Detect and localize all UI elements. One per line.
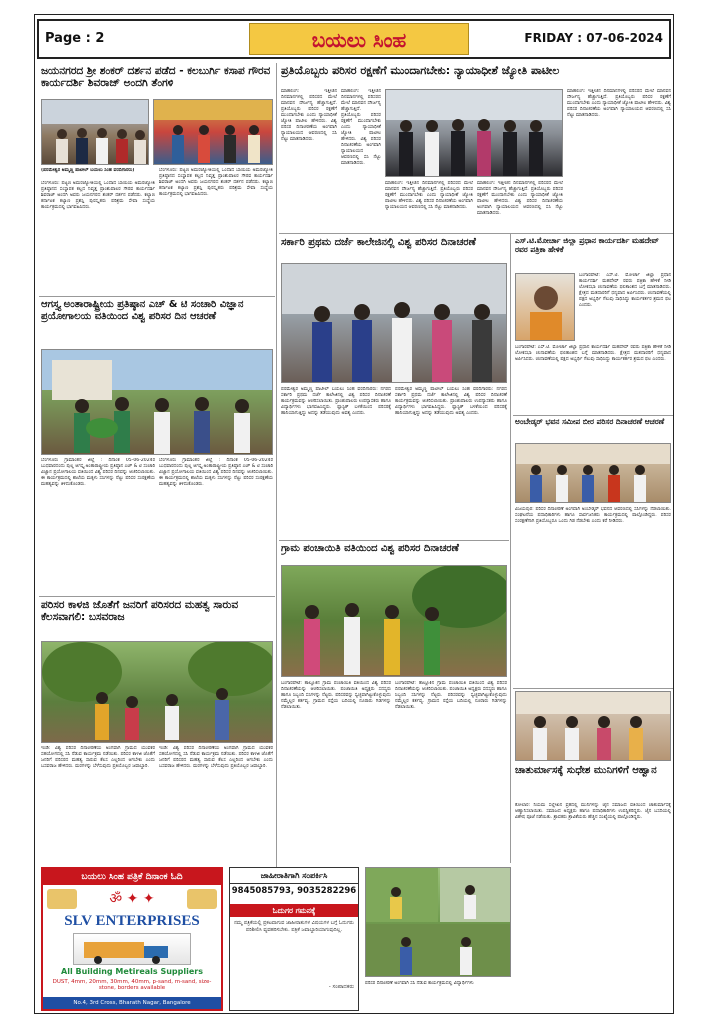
article-headline: ಆಗಸ್ತ್ಯ ಅಂತಾರಾಷ್ಟ್ರೀಯ ಪ್ರತಿಷ್ಠಾನ ಎಚ್ & ಟಿ ಸಂಚಾರಿ ವಿಜ್ಞಾನ ಪ್ರಯೋಗಾಲಯ ವತಿಯಿಂದ ವಿಶ್ವ ಪರಿಸರ ದಿನ ಆಚರಣೆ bbox=[41, 299, 244, 322]
children-planting-photo-illustration bbox=[42, 642, 273, 743]
newspaper-page bbox=[34, 14, 674, 1014]
ad-details: DUST, 4mm, 20mm, 30mm, 40mm, p-sand, m-sand, size-stone, borders available bbox=[52, 979, 212, 991]
article-body-continued: ಬಂಗಾರಪೇಟೆ: ತಾಲ್ಲೂಕಿನ ಗ್ರಾಮ ಪಂಚಾಯಿತಿ ವತಿಯಿಂದ ವಿಶ್ವ ಪರಿಸರ ದಿನಾಚರಣೆಯನ್ನು ಆಚರಿಸಲಾಯಿತು. ಪಂಚಾಯಿತಿ ಅಧ್ಯಕ್ಷರು ಸದಸ್ಯರು ಹಾಗೂ ಸಿಬ್ಬಂದಿ ಸಸಿಗಳನ್ನು ನೆಟ್ಟರು. ಪರಿಸರವನ್ನು ಸ್ವಚ್ಛವಾಗಿಟ್ಟುಕೊಳ್ಳುವುದು ನಮ್ಮೆಲ್ಲರ ಕರ್ತವ್ಯ. ಗ್ರಾಮದ ರಸ್ತೆಯ ಬದಿಯಲ್ಲಿ ನೂರಾರು ಗಿಡಗಳನ್ನು ನೆಡಲಾಯಿತು. bbox=[395, 681, 507, 710]
stage-photo-illustration bbox=[154, 100, 273, 165]
students-planting-collage-illustration bbox=[366, 868, 511, 977]
article-body: ಪರಮೇಶ್ವರ ಅಮ್ಮಣ್ಣ ಪಾಟೀಲ್ ಬಯಲು ಸಿಂಹ ವರದಿಗಾರರು: ನಗರದ ಸರ್ಕಾರಿ ಪ್ರಥಮ ದರ್ಜೆ ಕಾಲೇಜಿನಲ್ಲಿ ವಿಶ್ವ ಪರಿಸರ ದಿನಾಚರಣೆ ಕಾರ್ಯಕ್ರಮವನ್ನು ಆಚರಿಸಲಾಯಿತು. ಪ್ರಾಂಶುಪಾಲರು ಉಪನ್ಯಾಸಕರು ಹಾಗೂ ವಿದ್ಯಾರ್ಥಿಗಳು ಭಾಗವಹಿಸಿದ್ದರು. ಪ್ಲಾಸ್ಟಿಕ್ ಬಳಕೆಯಿಂದ ಪರಿಸರಕ್ಕೆ ಹಾನಿಯಾಗುತ್ತಿದ್ದು ಅದನ್ನು ತಡೆಯುವುದು ಅವಶ್ಯ ಎಂದರು. bbox=[281, 387, 391, 416]
section-divider bbox=[513, 415, 673, 416]
om-symbol-icon: ॐ ✦ ✦ bbox=[109, 891, 155, 907]
article-headline: ಅಂಬೇಡ್ಕರ್ ಭವನ ಸಮೀಪ ಬೀರ ಪರಿಸರ ದಿನಾಚರಣೆ ಆಚರಣೆ bbox=[515, 418, 665, 426]
ad-phone-numbers: 9845085793, 9035282296 bbox=[231, 886, 357, 896]
person-portrait-illustration bbox=[516, 274, 575, 341]
article-body: ವಿಜಯಪುರ: ಪರಿಸರ ದಿನಾಚರಣೆ ಅಂಗವಾಗಿ ಅಂಬೇಡ್ಕರ್ ಭವನದ ಆವರಣದಲ್ಲಿ ಸಸಿಗಳನ್ನು ನೆಡಲಾಯಿತು. ಸಂಘಟನೆಯ ಪದಾಧಿಕಾರಿಗಳು ಹಾಗೂ ಸಾರ್ವಜನಿಕರು ಕಾರ್ಯಕ್ರಮದಲ್ಲಿ ಪಾಲ್ಗೊಂಡಿದ್ದರು. ಪರಿಸರ ಸಂರಕ್ಷಣೆಗಾಗಿ ಪ್ರತಿಯೊಬ್ಬರೂ ಒಂದು ಗಿಡ ನೆಡಬೇಕು ಎಂದು ಕರೆ ನೀಡಿದರು. bbox=[515, 507, 671, 524]
column-rule bbox=[510, 233, 511, 863]
panchayat-planting-photo-illustration bbox=[282, 566, 507, 677]
article-body-continued: ಬೆಂಗಳೂರು ಗ್ರಾಮಾಂತರ ಜಿಲ್ಲೆ : ದಿನಾಂಕ 05-06-2024ರ ಬುಧವಾರದಂದು ಪುಲ್ಲ ಆಗಸ್ತ್ಯ ಅಂತಾರಾಷ್ಟ್ರೀಯ ಪ್ರತಿಷ್ಠಾನ ಎಚ್ & ಟಿ ಸಂಚಾರಿ ವಿಜ್ಞಾನ ಪ್ರಯೋಗಾಲಯ ವತಿಯಿಂದ ವಿಶ್ವ ಪರಿಸರ ದಿನವನ್ನು ಆಚರಿಸಲಾಯಿತು. ಈ ಕಾರ್ಯಕ್ರಮದಲ್ಲಿ ಶಾಲೆಯ ಮಕ್ಕಳು ಸಸಿಗಳನ್ನು ನೆಟ್ಟು ಪರಿಸರ ಸಂರಕ್ಷಣೆಯ ಮಹತ್ವವನ್ನು ತಿಳಿದುಕೊಂಡರು. bbox=[159, 458, 273, 487]
article-body: ಬಂಗಾರಪೇಟೆ: ಎಸ್.ಟಿ. ಮೋರ್ಚಾ ಜಿಲ್ಲಾ ಪ್ರಧಾನ ಕಾರ್ಯದರ್ಶಿ ಮಹದೇವ್ ರವರು ಪತ್ರಿಕಾ ಹೇಳಿಕೆ ನೀಡಿ ಲೋಕಸಭಾ ಚುನಾವಣೆಯ ಫಲಿತಾಂಶದ ಬಗ್ಗೆ ಮಾತನಾಡಿದರು. ಕ್ಷೇತ್ರದ ಮತದಾರರಿಗೆ ಧನ್ಯವಾದ ಅರ್ಪಿಸಿದರು. ಚುನಾವಣೆಯಲ್ಲಿ ಪಕ್ಷದ ಅಭ್ಯರ್ಥಿ ಗೆಲುವು ಸಾಧಿಸಿದ್ದು ಕಾರ್ಯಕರ್ತರ ಶ್ರಮದ ಫಲ ಎಂದರು. bbox=[579, 273, 671, 308]
newspaper-title: ಬಯಲು ಸಿಂಹ bbox=[249, 23, 469, 55]
judges-group-photo-illustration bbox=[386, 90, 563, 177]
jain-samaj-photo-illustration bbox=[516, 692, 671, 761]
notice-title: ಓದುಗರ ಗಮನಕ್ಕೆ bbox=[230, 904, 358, 917]
truck-icon bbox=[73, 933, 191, 965]
ad-company-name: SLV ENTERPRISES bbox=[64, 913, 200, 929]
issue-date: FRIDAY : 07-06-2024 bbox=[524, 31, 663, 45]
article-body-continued: ಇಂಡಿ: ವಿಶ್ವ ಪರಿಸರ ದಿನಾಚರಣೆಯ ಅಂಗವಾಗಿ ಗ್ರಾಮದ ಯುವಕರ ಸಹಯೋಗದಲ್ಲಿ ಸಸಿ ನೆಡುವ ಕಾರ್ಯಕ್ರಮ ನಡೆಯಿತು. ಪರಿಸರ ಕಾಳಜಿ ಜೊತೆಗೆ ಜನರಿಗೆ ಪರಿಸರದ ಮಹತ್ವ ಸಾರುವ ಕೆಲಸ ಎಲ್ಲರಿಂದ ಆಗಬೇಕು ಎಂದು ಬಸವರಾಜ ಹೇಳಿದರು. ಮರಗಳನ್ನು ಬೆಳೆಸುವುದು ಪ್ರತಿಯೊಬ್ಬರ ಜವಾಬ್ದಾರಿ. bbox=[159, 746, 273, 769]
advertisement-classified bbox=[229, 867, 359, 1011]
article-headline: ಪ್ರತಿಯೊಬ್ಬರು ಪರಿಸರ ರಕ್ಷಣೆಗೆ ಮುಂದಾಗಬೇಕು: ನ್ಯಾಯಾಧೀಶೆ ಜ್ಯೋತಿ ಪಾಟೀಲ bbox=[281, 65, 560, 77]
article-body-continued: ಮಾಹಲಿಂಗ: ಇತ್ತೀಚಿನ ದಿನಮಾನಗಳಲ್ಲಿ ಪರಿಸರದ ಮೇಲೆ ಮಾನವನ ದೌರ್ಜನ್ಯ ಹೆಚ್ಚಾಗುತ್ತಿದೆ. ಪ್ರತಿಯೊಬ್ಬರು ಪರಿಸರ ರಕ್ಷಣೆಗೆ ಮುಂದಾಗಬೇಕು ಎಂದು ನ್ಯಾಯಾಧೀಶೆ ಜ್ಯೋತಿ ಪಾಟೀಲ ಹೇಳಿದರು. ವಿಶ್ವ ಪರಿಸರ ದಿನಾಚರಣೆಯ ಅಂಗವಾಗಿ ನ್ಯಾಯಾಲಯದ ಆವರಣದಲ್ಲಿ ಸಸಿ ನೆಟ್ಟು ಮಾತನಾಡಿದರು. bbox=[567, 89, 671, 118]
article-body-continued: ಮಾಹಲಿಂಗ: ಇತ್ತೀಚಿನ ದಿನಮಾನಗಳಲ್ಲಿ ಪರಿಸರದ ಮೇಲೆ ಮಾನವನ ದೌರ್ಜನ್ಯ ಹೆಚ್ಚಾಗುತ್ತಿದೆ. ಪ್ರತಿಯೊಬ್ಬರು ಪರಿಸರ ರಕ್ಷಣೆಗೆ ಮುಂದಾಗಬೇಕು ಎಂದು ನ್ಯಾಯಾಧೀಶೆ ಜ್ಯೋತಿ ಪಾಟೀಲ ಹೇಳಿದರು. ವಿಶ್ವ ಪರಿಸರ ದಿನಾಚರಣೆಯ ಅಂಗವಾಗಿ ನ್ಯಾಯಾಲಯದ ಆವರಣದಲ್ಲಿ ಸಸಿ ನೆಟ್ಟು ಮಾತನಾಡಿದರು. bbox=[477, 181, 563, 216]
article-headline: ಎಸ್.ಟಿ.ಮೋರ್ಚಾ ಜಿಲ್ಲಾ ಪ್ರಧಾನ ಕಾರ್ಯದರ್ಶಿ ಮಹದೇವ್ ರವರ ಪತ್ರಿಕಾ ಹೇಳಿಕೆ bbox=[515, 237, 659, 254]
section-divider bbox=[279, 233, 673, 234]
ad-contact-title: ಜಾಹೀರಾತಿಗಾಗಿ ಸಂಪರ್ಕಿಸಿ bbox=[230, 868, 358, 884]
article-photo bbox=[515, 443, 671, 503]
notice-body: ನಮ್ಮ ಪತ್ರಿಕೆಯಲ್ಲಿ ಪ್ರಕಟವಾಗುವ ಜಾಹೀರಾತುಗಳ ವಿಷಯಗಳ ಬಗ್ಗೆ ಓದುಗರು ಪರಿಶೀಲಿಸಿ ವ್ಯವಹರಿಸಬೇಕು. ಪತ್ರಿಕೆ ಜವಾಬ್ದಾರಿಯಾಗುವುದಿಲ್ಲ. bbox=[234, 920, 354, 933]
article-photo bbox=[515, 691, 671, 761]
article-body: ಕೋಲಾರ: ನಿಯಮ ಸಲ್ಲೇಖನ ವ್ರತದಲ್ಲಿ ಮುನಿಗಳನ್ನು ಜೈನ ಸಮಾಜದ ವತಿಯಿಂದ ಚಾತುರ್ಮಾಸಕ್ಕೆ ಆಹ್ವಾನಿಸಲಾಯಿತು. ಸಮಾಜದ ಅಧ್ಯಕ್ಷರು ಹಾಗೂ ಪದಾಧಿಕಾರಿಗಳು ಉಪಸ್ಥಿತರಿದ್ದರು. ಜೈನ ಬಸದಿಯಲ್ಲಿ ವಿಶೇಷ ಪೂಜೆ ನಡೆಯಿತು. ಶ್ರಾವಕರು ಶ್ರಾವಿಕೆಯರು ಹೆಚ್ಚಿನ ಸಂಖ್ಯೆಯಲ್ಲಿ ಪಾಲ್ಗೊಂಡಿದ್ದರು. bbox=[515, 803, 671, 820]
article-photo bbox=[41, 99, 149, 165]
article-headline: ಸರ್ಕಾರಿ ಪ್ರಥಮ ದರ್ಜೆ ಕಾಲೇಜಿನಲ್ಲಿ ವಿಶ್ವ ಪರಿಸರ ದಿನಾಚರಣೆ bbox=[281, 237, 476, 248]
article-photo bbox=[41, 349, 273, 455]
article-body-continued: ಪರಮೇಶ್ವರ ಅಮ್ಮಣ್ಣ ಪಾಟೀಲ್ ಬಯಲು ಸಿಂಹ ವರದಿಗಾರರು: ನಗರದ ಸರ್ಕಾರಿ ಪ್ರಥಮ ದರ್ಜೆ ಕಾಲೇಜಿನಲ್ಲಿ ವಿಶ್ವ ಪರಿಸರ ದಿನಾಚರಣೆ ಕಾರ್ಯಕ್ರಮವನ್ನು ಆಚರಿಸಲಾಯಿತು. ಪ್ರಾಂಶುಪಾಲರು ಉಪನ್ಯಾಸಕರು ಹಾಗೂ ವಿದ್ಯಾರ್ಥಿಗಳು ಭಾಗವಹಿಸಿದ್ದರು. ಪ್ಲಾಸ್ಟಿಕ್ ಬಳಕೆಯಿಂದ ಪರಿಸರಕ್ಕೆ ಹಾನಿಯಾಗುತ್ತಿದ್ದು ಅದನ್ನು ತಡೆಯುವುದು ಅವಶ್ಯ ಎಂದರು. bbox=[395, 387, 507, 416]
page-number: Page : 2 bbox=[45, 31, 105, 46]
article-headline: ಗ್ರಾಮ ಪಂಚಾಯಿತಿ ವತಿಯಿಂದ ವಿಶ್ವ ಪರಿಸರ ದಿನಾಚರಣೆ bbox=[281, 543, 459, 554]
article-body-continued: ಮಾಹಲಿಂಗ: ಇತ್ತೀಚಿನ ದಿನಮಾನಗಳಲ್ಲಿ ಪರಿಸರದ ಮೇಲೆ ಮಾನವನ ದೌರ್ಜನ್ಯ ಹೆಚ್ಚಾಗುತ್ತಿದೆ. ಪ್ರತಿಯೊಬ್ಬರು ಪರಿಸರ ರಕ್ಷಣೆಗೆ ಮುಂದಾಗಬೇಕು ಎಂದು ನ್ಯಾಯಾಧೀಶೆ ಜ್ಯೋತಿ ಪಾಟೀಲ ಹೇಳಿದರು. ವಿಶ್ವ ಪರಿಸರ ದಿನಾಚರಣೆಯ ಅಂಗವಾಗಿ ನ್ಯಾಯಾಲಯದ ಆವರಣದಲ್ಲಿ ಸಸಿ ನೆಟ್ಟು ಮಾತನಾಡಿದರು. bbox=[341, 89, 381, 166]
article-body: ಇಂಡಿ: ವಿಶ್ವ ಪರಿಸರ ದಿನಾಚರಣೆಯ ಅಂಗವಾಗಿ ಗ್ರಾಮದ ಯುವಕರ ಸಹಯೋಗದಲ್ಲಿ ಸಸಿ ನೆಡುವ ಕಾರ್ಯಕ್ರಮ ನಡೆಯಿತು. ಪರಿಸರ ಕಾಳಜಿ ಜೊತೆಗೆ ಜನರಿಗೆ ಪರಿಸರದ ಮಹತ್ವ ಸಾರುವ ಕೆಲಸ ಎಲ್ಲರಿಂದ ಆಗಬೇಕು ಎಂದು ಬಸವರಾಜ ಹೇಳಿದರು. ಮರಗಳನ್ನು ಬೆಳೆಸುವುದು ಪ್ರತಿಯೊಬ್ಬರ ಜವಾಬ್ದಾರಿ. bbox=[41, 746, 155, 769]
article-photo bbox=[153, 99, 273, 165]
article-body: ಬಂಗಾರಪೇಟೆ: ತಾಲ್ಲೂಕಿನ ಗ್ರಾಮ ಪಂಚಾಯಿತಿ ವತಿಯಿಂದ ವಿಶ್ವ ಪರಿಸರ ದಿನಾಚರಣೆಯನ್ನು ಆಚರಿಸಲಾಯಿತು. ಪಂಚಾಯಿತಿ ಅಧ್ಯಕ್ಷರು ಸದಸ್ಯರು ಹಾಗೂ ಸಿಬ್ಬಂದಿ ಸಸಿಗಳನ್ನು ನೆಟ್ಟರು. ಪರಿಸರವನ್ನು ಸ್ವಚ್ಛವಾಗಿಟ್ಟುಕೊಳ್ಳುವುದು ನಮ್ಮೆಲ್ಲರ ಕರ್ತವ್ಯ. ಗ್ರಾಮದ ರಸ್ತೆಯ ಬದಿಯಲ್ಲಿ ನೂರಾರು ಗಿಡಗಳನ್ನು ನೆಡಲಾಯಿತು. bbox=[281, 681, 391, 710]
section-divider bbox=[513, 688, 673, 689]
article-photo bbox=[385, 89, 563, 177]
ad-footer: No.4, 3rd Cross, Bharath Nagar, Bangalore bbox=[43, 997, 221, 1009]
tree-planting-photo-illustration bbox=[42, 350, 273, 455]
section-divider bbox=[39, 296, 275, 297]
ambedkar-bhavan-photo-illustration bbox=[516, 444, 671, 503]
article-body-continued: ಮಾಹಲಿಂಗ: ಇತ್ತೀಚಿನ ದಿನಮಾನಗಳಲ್ಲಿ ಪರಿಸರದ ಮೇಲೆ ಮಾನವನ ದೌರ್ಜನ್ಯ ಹೆಚ್ಚಾಗುತ್ತಿದೆ. ಪ್ರತಿಯೊಬ್ಬರು ಪರಿಸರ ರಕ್ಷಣೆಗೆ ಮುಂದಾಗಬೇಕು ಎಂದು ನ್ಯಾಯಾಧೀಶೆ ಜ್ಯೋತಿ ಪಾಟೀಲ ಹೇಳಿದರು. ವಿಶ್ವ ಪರಿಸರ ದಿನಾಚರಣೆಯ ಅಂಗವಾಗಿ ನ್ಯಾಯಾಲಯದ ಆವರಣದಲ್ಲಿ ಸಸಿ ನೆಟ್ಟು ಮಾತನಾಡಿದರು. bbox=[385, 181, 473, 210]
masthead bbox=[37, 19, 671, 59]
ad-banner: ಬಯಲು ಸಿಂಹ ಪತ್ರಿಕೆ ದಿನಾಂಕ ಓದಿ bbox=[43, 869, 221, 885]
group-photo-illustration bbox=[42, 100, 149, 165]
section-divider bbox=[39, 596, 275, 597]
college-group-photo-illustration bbox=[282, 264, 507, 383]
article-photo bbox=[281, 263, 507, 383]
article-body-continued: ಬಂಗಾರಪೇಟೆ: ಎಸ್.ಟಿ. ಮೋರ್ಚಾ ಜಿಲ್ಲಾ ಪ್ರಧಾನ ಕಾರ್ಯದರ್ಶಿ ಮಹದೇವ್ ರವರು ಪತ್ರಿಕಾ ಹೇಳಿಕೆ ನೀಡಿ ಲೋಕಸಭಾ ಚುನಾವಣೆಯ ಫಲಿತಾಂಶದ ಬಗ್ಗೆ ಮಾತನಾಡಿದರು. ಕ್ಷೇತ್ರದ ಮತದಾರರಿಗೆ ಧನ್ಯವಾದ ಅರ್ಪಿಸಿದರು. ಚುನಾವಣೆಯಲ್ಲಿ ಪಕ್ಷದ ಅಭ್ಯರ್ಥಿ ಗೆಲುವು ಸಾಧಿಸಿದ್ದು ಕಾರ್ಯಕರ್ತರ ಶ್ರಮದ ಫಲ ಎಂದರು. bbox=[515, 345, 671, 362]
advertisement-slv bbox=[41, 867, 223, 1011]
portrait-photo bbox=[515, 273, 575, 341]
article-headline: ಚಾತುರ್ಮಾಸಕ್ಕೆ ಸುಧೇಶ ಮುನಿಗಳಿಗೆ ಆಹ್ವಾನ bbox=[515, 765, 657, 776]
article-photo bbox=[41, 641, 273, 743]
article-headline: ಜಯನಗರದ ಶ್ರೀ ಶಂಕರ್ ದರ್ಶನ ಪಡೆದ - ಕಲಬುರ್ಗಿ ಕಸಾಪ ಗೌರವ ಕಾರ್ಯದರ್ಶಿ ಶಿವರಾಜ್ ಅಂದಗಿ ತೆಂಗಳಿ bbox=[41, 65, 271, 90]
ad-tagline: All Building Metireals Suppliers bbox=[61, 967, 203, 976]
article-photo bbox=[365, 867, 511, 977]
person-photo-icon bbox=[187, 889, 217, 909]
photo-caption: (ಪರಮೇಶ್ವರ ಅಮ್ಮಣ್ಣ ಪಾಟೀಲ್ ಬಯಲು ಸಿಂಹ ವರದಿಗಾರರು) bbox=[41, 168, 135, 173]
article-body: ಬೆಂಗಳೂರು: ಪಟ್ಟಣ ಅಮರಜ್ಯೋತಿಯಲ್ಲಿ ಒಂದಾದ ಬಾಯಿಯ ಅಮರಜ್ಯೋತಿ ಪ್ರತಿಷ್ಠಾನದ ಸಂಸ್ಥಾಪಕ ಕಲ್ಲದ ನಿವೃತ್ತ ಪ್ರಾಂಶುಪಾಲರ ಗೌರವ ಕಾರ್ಯದರ್ಶಿ ಶಿವರಾಜ್ ಅಂದಗಿ ಅವರು ಜಯನಗರದ ಶಂಕರ್ ದರ್ಶನ ಪಡೆದರು. ಕಲ್ಯಾಣ ಕರ್ನಾಟಕ ಕಲ್ಯಾಣ ಪ್ರಶಸ್ತಿ ಪುರಸ್ಕೃತರು ಪರಿಶ್ರಮ ಸೇವಾ ಸಂಸ್ಥೆಯ ಕಾರ್ಯಕ್ರಮದಲ್ಲಿ ಭಾಗವಹಿಸಿದರು. bbox=[41, 181, 155, 210]
person-photo-icon bbox=[47, 889, 77, 909]
article-body: ಬೆಂಗಳೂರು ಗ್ರಾಮಾಂತರ ಜಿಲ್ಲೆ : ದಿನಾಂಕ 05-06-2024ರ ಬುಧವಾರದಂದು ಪುಲ್ಲ ಆಗಸ್ತ್ಯ ಅಂತಾರಾಷ್ಟ್ರೀಯ ಪ್ರತಿಷ್ಠಾನ ಎಚ್ & ಟಿ ಸಂಚಾರಿ ವಿಜ್ಞಾನ ಪ್ರಯೋಗಾಲಯ ವತಿಯಿಂದ ವಿಶ್ವ ಪರಿಸರ ದಿನವನ್ನು ಆಚರಿಸಲಾಯಿತು. ಈ ಕಾರ್ಯಕ್ರಮದಲ್ಲಿ ಶಾಲೆಯ ಮಕ್ಕಳು ಸಸಿಗಳನ್ನು ನೆಟ್ಟು ಪರಿಸರ ಸಂರಕ್ಷಣೆಯ ಮಹತ್ವವನ್ನು ತಿಳಿದುಕೊಂಡರು. bbox=[41, 458, 155, 487]
notice-signoff: - ಸಂಪಾದಕರು bbox=[328, 984, 354, 990]
photo-caption: ಪರಿಸರ ದಿನಾಚರಣೆ ಅಂಗವಾಗಿ ಸಸಿ ನೆಡುವ ಕಾರ್ಯಕ್ರಮದಲ್ಲಿ ವಿದ್ಯಾರ್ಥಿಗಳು bbox=[365, 981, 474, 986]
article-body-continued: ಬೆಂಗಳೂರು: ಪಟ್ಟಣ ಅಮರಜ್ಯೋತಿಯಲ್ಲಿ ಒಂದಾದ ಬಾಯಿಯ ಅಮರಜ್ಯೋತಿ ಪ್ರತಿಷ್ಠಾನದ ಸಂಸ್ಥಾಪಕ ಕಲ್ಲದ ನಿವೃತ್ತ ಪ್ರಾಂಶುಪಾಲರ ಗೌರವ ಕಾರ್ಯದರ್ಶಿ ಶಿವರಾಜ್ ಅಂದಗಿ ಅವರು ಜಯನಗರದ ಶಂಕರ್ ದರ್ಶನ ಪಡೆದರು. ಕಲ್ಯಾಣ ಕರ್ನಾಟಕ ಕಲ್ಯಾಣ ಪ್ರಶಸ್ತಿ ಪುರಸ್ಕೃತರು ಪರಿಶ್ರಮ ಸೇವಾ ಸಂಸ್ಥೆಯ ಕಾರ್ಯಕ್ರಮದಲ್ಲಿ ಭಾಗವಹಿಸಿದರು. bbox=[159, 168, 273, 197]
section-divider bbox=[279, 540, 509, 541]
article-body: ಮಾಹಲಿಂಗ: ಇತ್ತೀಚಿನ ದಿನಮಾನಗಳಲ್ಲಿ ಪರಿಸರದ ಮೇಲೆ ಮಾನವನ ದೌರ್ಜನ್ಯ ಹೆಚ್ಚಾಗುತ್ತಿದೆ. ಪ್ರತಿಯೊಬ್ಬರು ಪರಿಸರ ರಕ್ಷಣೆಗೆ ಮುಂದಾಗಬೇಕು ಎಂದು ನ್ಯಾಯಾಧೀಶೆ ಜ್ಯೋತಿ ಪಾಟೀಲ ಹೇಳಿದರು. ವಿಶ್ವ ಪರಿಸರ ದಿನಾಚರಣೆಯ ಅಂಗವಾಗಿ ನ್ಯಾಯಾಲಯದ ಆವರಣದಲ್ಲಿ ಸಸಿ ನೆಟ್ಟು ಮಾತನಾಡಿದರು. bbox=[281, 89, 337, 142]
article-photo bbox=[281, 565, 507, 677]
article-headline: ಪರಿಸರ ಕಾಳಜಿ ಜೊತೆಗೆ ಜನರಿಗೆ ಪರಿಸರದ ಮಹತ್ವ ಸಾರುವ ಕೆಲಸವಾಗಲಿ: ಬಸವರಾಜ bbox=[41, 599, 239, 624]
